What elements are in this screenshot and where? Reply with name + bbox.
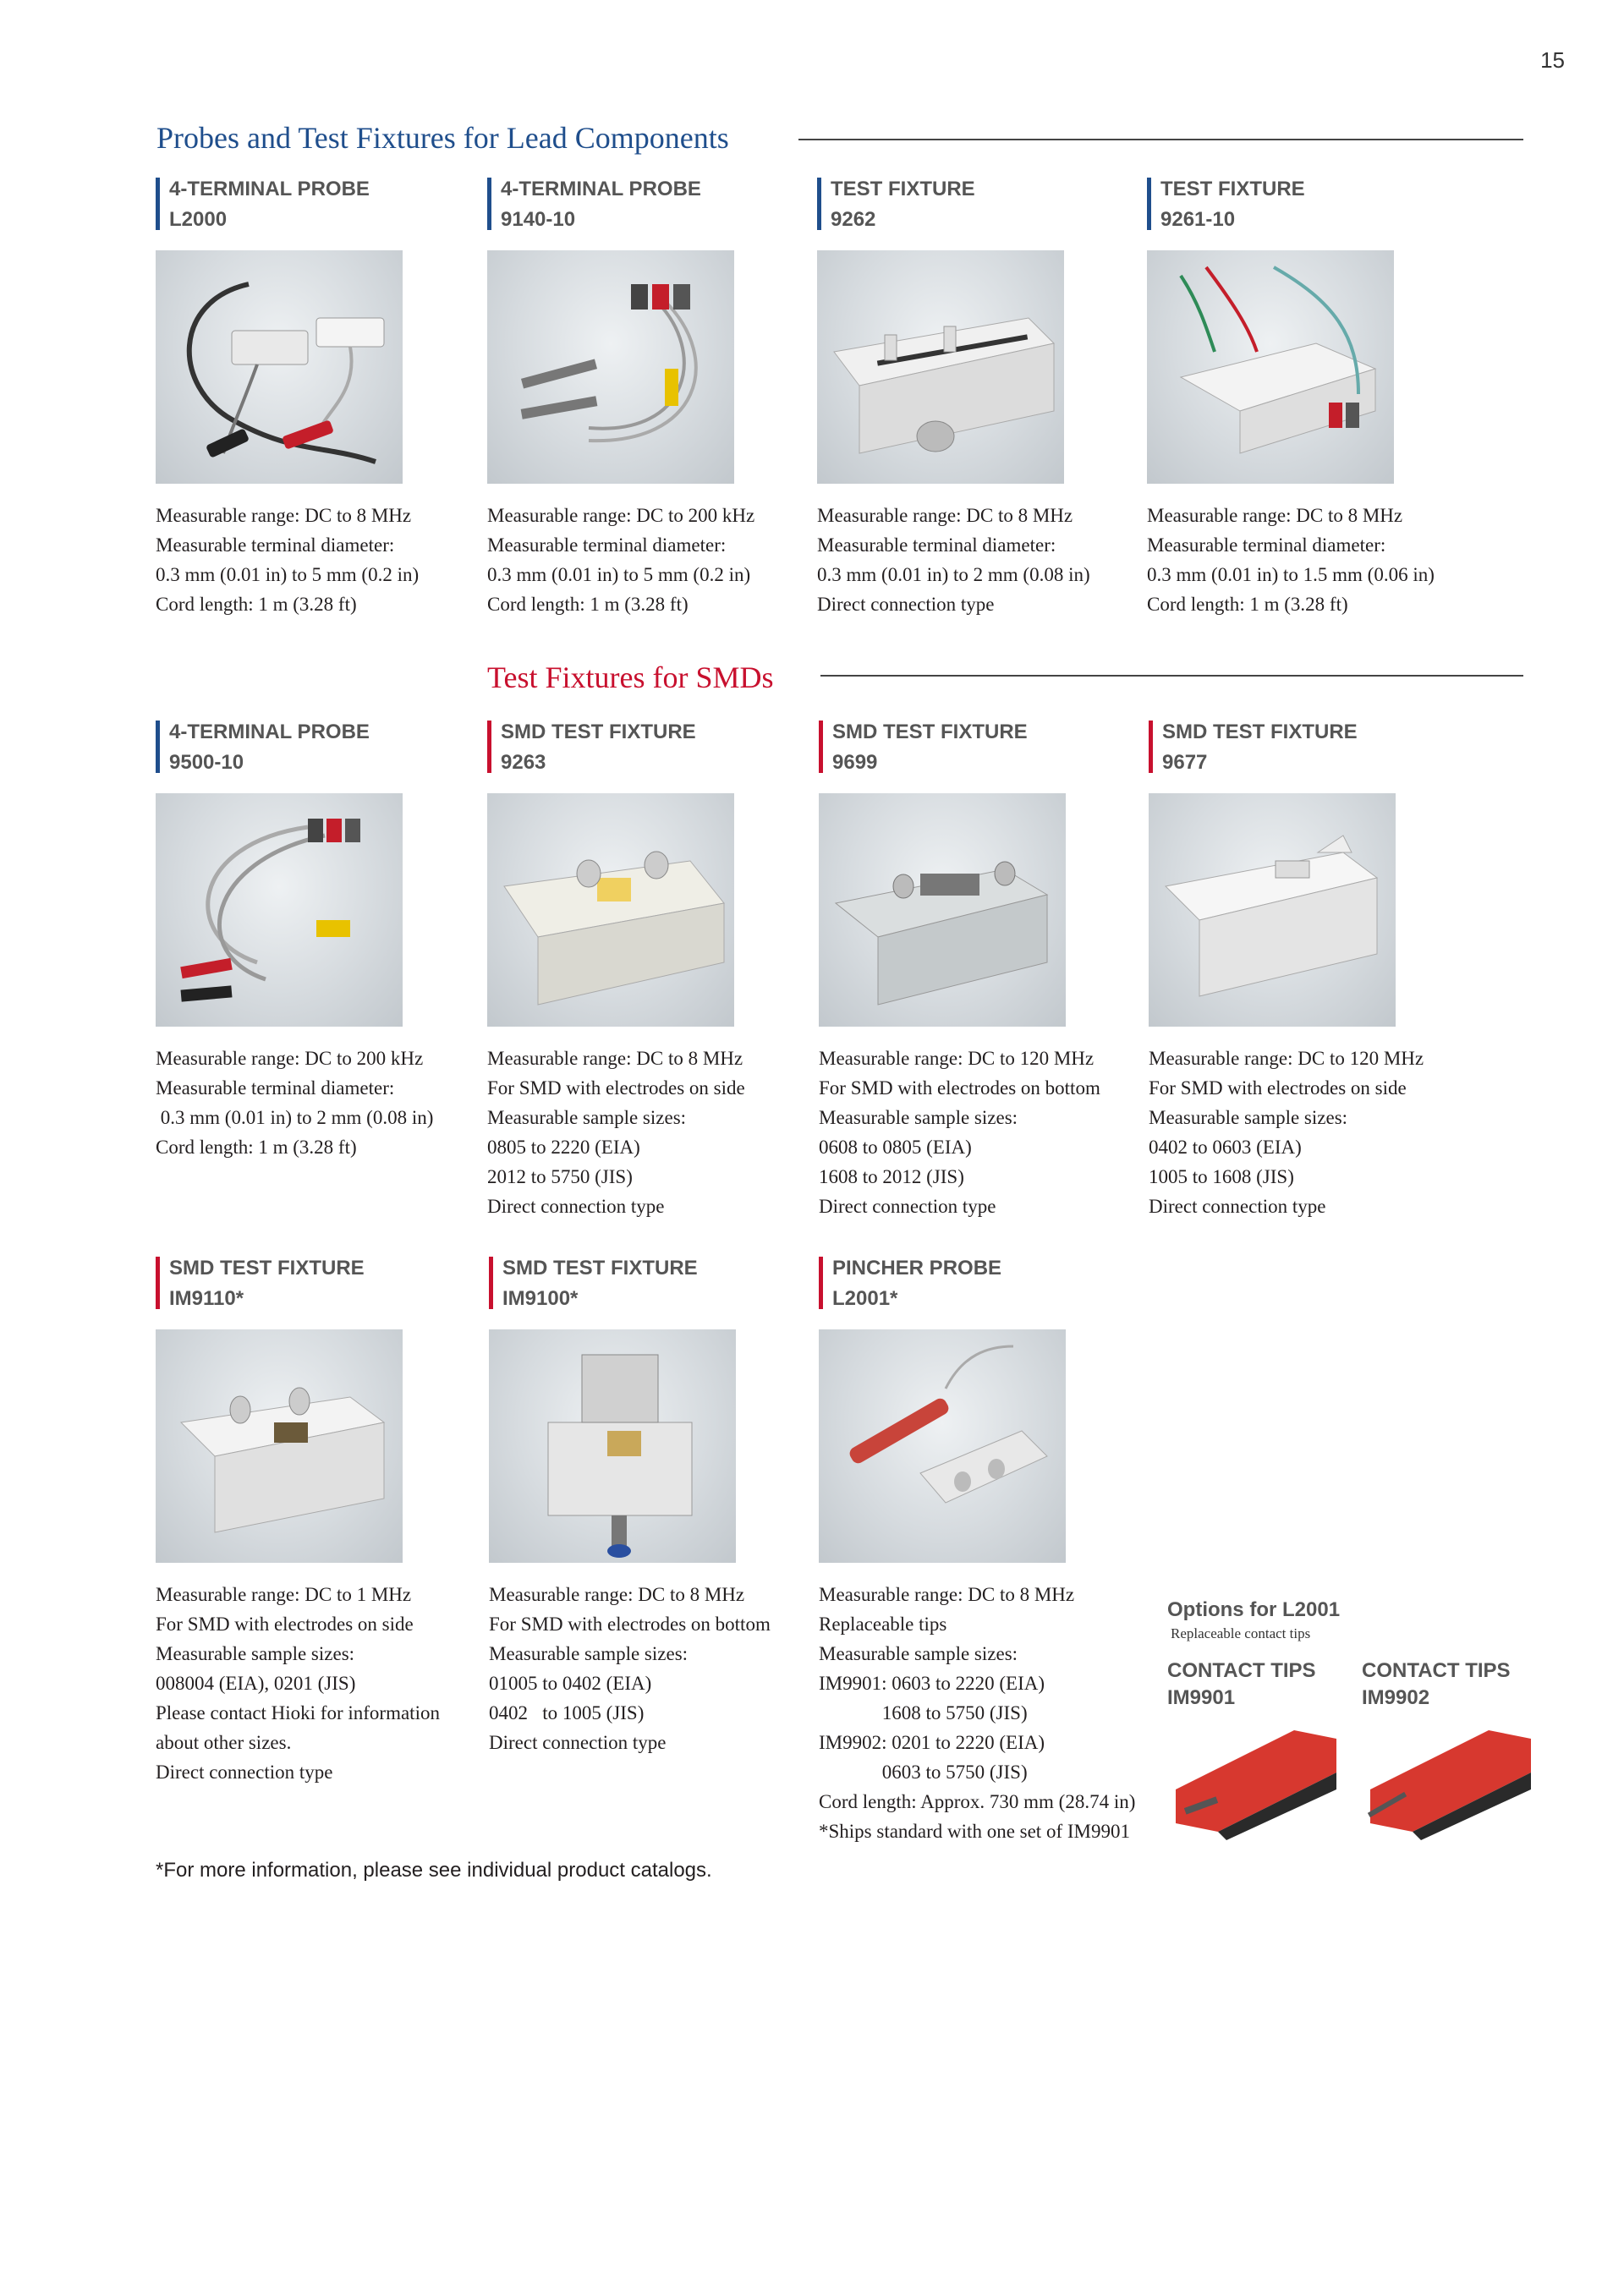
product-category: SMD TEST FIXTURE [169, 1257, 365, 1280]
product-photo [156, 793, 403, 1027]
spec-line: Measurable terminal diameter: [156, 534, 395, 556]
product-category: SMD TEST FIXTURE [502, 1257, 698, 1280]
fixture-icon [1147, 250, 1394, 484]
section-rule-lead [798, 139, 1523, 140]
product-heading [1147, 174, 1468, 230]
spec-line: 008004 (EIA), 0201 (JIS) [156, 1673, 356, 1694]
spec-line: Measurable range: DC to 8 MHz [1147, 505, 1403, 526]
product-model: 9261-10 [1160, 208, 1236, 231]
spec-line: Direct connection type [487, 1196, 665, 1217]
spec-line: IM9901: 0603 to 2220 (EIA) [819, 1673, 1045, 1694]
product-card [819, 717, 1140, 1221]
product-category: SMD TEST FIXTURE [1162, 721, 1358, 743]
spec-line: Measurable range: DC to 120 MHz [1149, 1048, 1424, 1069]
tips-row [1167, 1658, 1522, 1844]
contact-tip-icon [1167, 1722, 1345, 1840]
fixture-icon [817, 250, 1064, 484]
spec-line: 1608 to 2012 (JIS) [819, 1166, 964, 1187]
spec-line: Measurable range: DC to 1 MHz [156, 1584, 412, 1605]
product-heading [489, 1253, 810, 1309]
product-specs [156, 1044, 477, 1162]
probe-clips-icon [156, 793, 403, 1027]
product-model: 9677 [1162, 751, 1208, 774]
product-photo [1147, 250, 1394, 484]
product-photo [156, 250, 403, 484]
contact-tip [1362, 1658, 1539, 1844]
contact-tip [1167, 1658, 1345, 1844]
product-photo [817, 250, 1064, 484]
product-heading [487, 174, 809, 230]
spec-line: 0.3 mm (0.01 in) to 5 mm (0.2 in) [156, 564, 420, 585]
fixture-icon [487, 793, 734, 1027]
product-heading [156, 717, 477, 773]
product-photo [819, 1329, 1066, 1563]
fixture-icon [1149, 793, 1396, 1027]
product-category: SMD TEST FIXTURE [832, 721, 1028, 743]
product-model: L2001* [832, 1287, 898, 1310]
probe-clips-icon [156, 250, 403, 484]
spec-line: 0.3 mm (0.01 in) to 2 mm (0.08 in) [817, 564, 1090, 585]
spec-line: Cord length: 1 m (3.28 ft) [156, 594, 357, 615]
spec-line: Measurable range: DC to 8 MHz [817, 505, 1073, 526]
spec-line: Measurable sample sizes: [819, 1643, 1018, 1664]
spec-line: 0.3 mm (0.01 in) to 2 mm (0.08 in) [156, 1107, 434, 1128]
product-card [819, 1253, 1140, 1846]
product-specs [156, 1580, 477, 1787]
spec-line: Measurable sample sizes: [489, 1643, 689, 1664]
contact-tip-icon [1362, 1722, 1539, 1840]
product-category: PINCHER PROBE [832, 1257, 1002, 1280]
spec-line: Direct connection type [156, 1762, 333, 1783]
product-card [1149, 717, 1470, 1221]
tip-model: IM9902 [1362, 1686, 1430, 1709]
spec-line: about other sizes. [156, 1732, 292, 1753]
product-heading [817, 174, 1138, 230]
spec-line: For SMD with electrodes on side [1149, 1077, 1407, 1099]
product-specs [487, 501, 809, 619]
options-panel [1167, 1598, 1522, 1844]
spec-line: Cord length: 1 m (3.28 ft) [156, 1137, 357, 1158]
product-model: 9262 [831, 208, 876, 231]
spec-line: For SMD with electrodes on side [156, 1614, 414, 1635]
spec-line: 0603 to 5750 (JIS) [819, 1762, 1028, 1783]
product-specs [156, 501, 477, 619]
product-heading [156, 1253, 477, 1309]
spec-line: For SMD with electrodes on bottom [489, 1614, 771, 1635]
product-category: 4-TERMINAL PROBE [169, 721, 370, 743]
product-card [487, 174, 809, 619]
tip-model: IM9901 [1167, 1686, 1236, 1709]
spec-line: Measurable sample sizes: [819, 1107, 1018, 1128]
spec-line: Please contact Hioki for information [156, 1702, 440, 1723]
spec-line: For SMD with electrodes on bottom [819, 1077, 1100, 1099]
product-model: IM9110* [169, 1287, 244, 1310]
product-card [817, 174, 1138, 619]
spec-line: Measurable terminal diameter: [1147, 534, 1386, 556]
product-model: 9140-10 [501, 208, 576, 231]
product-specs [819, 1044, 1140, 1221]
product-heading [156, 174, 477, 230]
spec-line: 0402 to 1005 (JIS) [489, 1702, 645, 1723]
product-model: 9263 [501, 751, 546, 774]
product-model: IM9100* [502, 1287, 579, 1310]
spec-line: Direct connection type [489, 1732, 667, 1753]
product-heading [819, 1253, 1140, 1309]
product-specs [817, 501, 1138, 619]
spec-line: IM9902: 0201 to 2220 (EIA) [819, 1732, 1045, 1753]
spec-line: Cord length: Approx. 730 mm (28.74 in) [819, 1791, 1136, 1812]
spec-line: Measurable terminal diameter: [487, 534, 727, 556]
product-specs [489, 1580, 810, 1757]
product-photo [489, 1329, 736, 1563]
section-title-lead: Probes and Test Fixtures for Lead Components [156, 121, 729, 155]
spec-line: Measurable range: DC to 8 MHz [156, 505, 412, 526]
page-number: 15 [1540, 47, 1565, 73]
spec-line: Direct connection type [817, 594, 995, 615]
product-photo [487, 793, 734, 1027]
product-category: 4-TERMINAL PROBE [169, 178, 370, 200]
product-model: L2000 [169, 208, 228, 231]
product-specs [1147, 501, 1468, 619]
product-photo [1149, 793, 1396, 1027]
spec-line: Measurable sample sizes: [487, 1107, 687, 1128]
options-title: Options for L2001 [1167, 1598, 1341, 1621]
product-model: 9699 [832, 751, 878, 774]
section-title-smd: Test Fixtures for SMDs [487, 660, 774, 694]
product-photo [156, 1329, 403, 1563]
spec-line: 0.3 mm (0.01 in) to 1.5 mm (0.06 in) [1147, 564, 1435, 585]
product-card [156, 717, 477, 1162]
fixture-icon [819, 793, 1066, 1027]
product-heading [1149, 717, 1470, 773]
spec-line: Measurable sample sizes: [156, 1643, 355, 1664]
fixture-icon [156, 1329, 403, 1563]
options-subtitle: Replaceable contact tips [1171, 1625, 1311, 1641]
section-rule-smd [820, 675, 1523, 677]
spec-line: Replaceable tips [819, 1614, 947, 1635]
footnote: *For more information, please see individual product catalogs. [156, 1859, 712, 1882]
product-photo [819, 793, 1066, 1027]
tip-heading [1167, 1658, 1345, 1712]
spec-line: For SMD with electrodes on side [487, 1077, 745, 1099]
spec-line: 1608 to 5750 (JIS) [819, 1702, 1028, 1723]
product-category: TEST FIXTURE [1160, 178, 1305, 200]
spec-line: 01005 to 0402 (EIA) [489, 1673, 652, 1694]
spec-line: *Ships standard with one set of IM9901 [819, 1821, 1130, 1842]
product-specs [487, 1044, 809, 1221]
product-card [489, 1253, 810, 1757]
pincher-icon [819, 1329, 1066, 1563]
tip-heading [1362, 1658, 1539, 1712]
spec-line: Measurable range: DC to 200 kHz [487, 505, 755, 526]
product-specs [1149, 1044, 1470, 1221]
product-category: SMD TEST FIXTURE [501, 721, 696, 743]
product-photo [487, 250, 734, 484]
spec-line: Measurable terminal diameter: [817, 534, 1056, 556]
probe-clips-icon [487, 250, 734, 484]
tip-category: CONTACT TIPS [1362, 1659, 1511, 1682]
spec-line: Measurable range: DC to 200 kHz [156, 1048, 424, 1069]
spec-line: Measurable range: DC to 120 MHz [819, 1048, 1095, 1069]
product-card [156, 1253, 477, 1787]
spec-line: Measurable sample sizes: [1149, 1107, 1348, 1128]
spec-line: Direct connection type [819, 1196, 996, 1217]
spec-line: 0805 to 2220 (EIA) [487, 1137, 640, 1158]
product-card [487, 717, 809, 1221]
spec-line: Measurable range: DC to 8 MHz [487, 1048, 743, 1069]
spec-line: 2012 to 5750 (JIS) [487, 1166, 633, 1187]
product-specs [819, 1580, 1140, 1846]
product-heading [819, 717, 1140, 773]
spec-line: Direct connection type [1149, 1196, 1326, 1217]
product-card [156, 174, 477, 619]
spec-line: Cord length: 1 m (3.28 ft) [487, 594, 689, 615]
product-category: TEST FIXTURE [831, 178, 975, 200]
product-card [1147, 174, 1468, 619]
product-category: 4-TERMINAL PROBE [501, 178, 701, 200]
spec-line: Measurable terminal diameter: [156, 1077, 395, 1099]
product-heading [487, 717, 809, 773]
spec-line: 0402 to 0603 (EIA) [1149, 1137, 1302, 1158]
product-model: 9500-10 [169, 751, 244, 774]
spec-line: Cord length: 1 m (3.28 ft) [1147, 594, 1348, 615]
spec-line: 0608 to 0805 (EIA) [819, 1137, 972, 1158]
fixture-icon [489, 1329, 736, 1563]
spec-line: Measurable range: DC to 8 MHz [819, 1584, 1075, 1605]
tip-category: CONTACT TIPS [1167, 1659, 1316, 1682]
spec-line: 0.3 mm (0.01 in) to 5 mm (0.2 in) [487, 564, 751, 585]
spec-line: Measurable range: DC to 8 MHz [489, 1584, 745, 1605]
spec-line: 1005 to 1608 (JIS) [1149, 1166, 1294, 1187]
